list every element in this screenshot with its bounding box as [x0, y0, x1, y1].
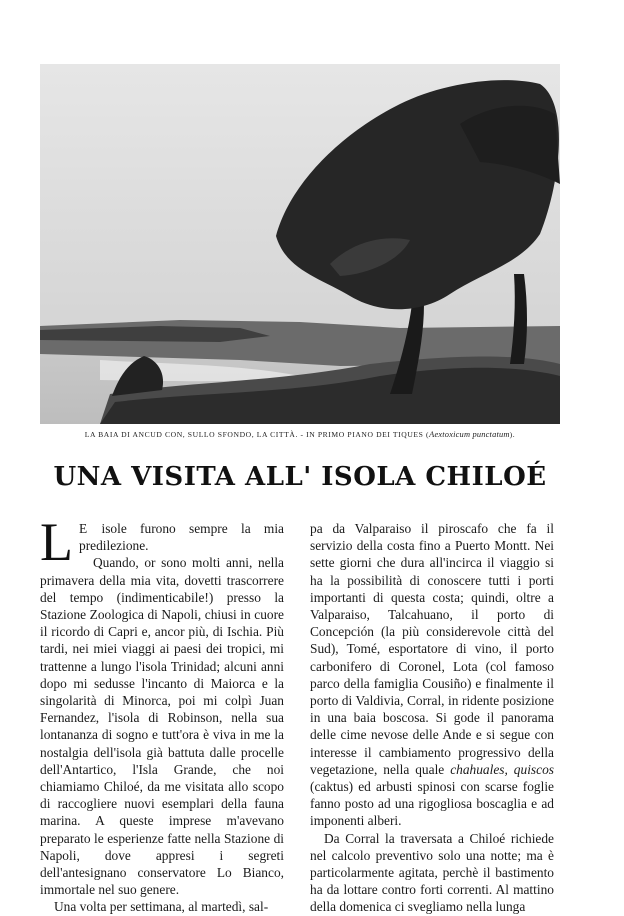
paragraph-4-text-a: pa da Valparaiso il piroscafo che fa il servizio della costa fino a Puerto Montt. Nei sette giorni che dura all'incirca il viaggio si ha la possibilità di conoscere tutti i porti importanti di questa costa; quindi, oltre a Valparaiso, Talcahuano, il porto di Concepción (la più considerevole città del Sud), Tomé, esportatore di vino, il porto carbonifero di Coronel, Lota (col famoso parco della famiglia Cousiño) e finalmente il porto di Valdivia, Corral, in ridente posizione in una baia boscosa. Si gode il panorama delle cime nevose delle Ande e si segue con interesse il cambiamento progressivo della vegetazione, nella quale: [310, 521, 554, 777]
left-column: [40, 512, 284, 916]
small-caps-start: E: [79, 521, 89, 536]
caption-text: LA BAIA DI ANCUD CON, SULLO SFONDO, LA CITTÀ. - IN PRIMO PIANO DEI TIQUES (: [84, 430, 430, 439]
drop-cap: L: [40, 512, 73, 572]
paragraph-4: [310, 520, 554, 830]
caption-species: Aextoxicum punctatum: [429, 430, 510, 439]
right-column: [310, 520, 554, 916]
photo-caption: [40, 430, 560, 439]
paragraph-4-text-b: (caktus) ed arbusti spinosi con scarse foglie fanno posto ad una rigogliosa boscaglia e ad imponenti alberi.: [310, 779, 554, 829]
paragraph-5: Da Corral la traversata a Chiloé richiede nel calcolo preventivo solo una notte; ma è particolarmente agitata, perchè il bastimento ha da lottare contro forti correnti. Al mattino della domenica ci svegliamo nella lunga: [310, 830, 554, 915]
caption-end: ).: [509, 430, 516, 439]
paragraph-2: Quando, or sono molti anni, nella primavera della mia vita, dovetti trascorrere del tempo (indimenticabile!) presso la Stazione Zoologica di Napoli, chiusi in cuore il ricordo di Capri e, ancor più, di Ischia. Più tardi, nei miei viaggi ai paesi dei tropici, mi trattenne a lungo l'isola Trinidad; alcuni anni dopo mi sedusse l'incanto di Maiorca e la singolarità di Minorca, poi mi colpì Juan Fernandez, l'isola di Robinson, nella sua lontananza di sogno e tutt'ora è viva in me la nostalgia dell'isola già battuta dalle procelle dell'Antartico, l'Isla Grande, che noi chiamiamo Chiloé, da me visitata allo scopo di raccogliere nuovi esemplari della fauna marina. A queste imprese m'avevano preparato le esperienze fatte nella Stazione di Napoli, dove appresi i segreti dell'antesignano conservatore Lo Bianco, immortale nel suo genere.: [40, 555, 284, 898]
paragraph-4-emphasis: chahuales, quiscos: [450, 761, 554, 777]
bay-photo: [40, 64, 560, 424]
ancud-bay-illustration: [40, 64, 560, 424]
paragraph-1-text: isole furono sempre la mia predilezione.: [79, 521, 284, 554]
paragraph-3: Una volta per settimana, al martedì, sal-: [54, 899, 269, 915]
paragraph-1: [40, 512, 284, 572]
article-title: UNA VISITA ALL' ISOLA CHILOÉ: [53, 462, 547, 492]
